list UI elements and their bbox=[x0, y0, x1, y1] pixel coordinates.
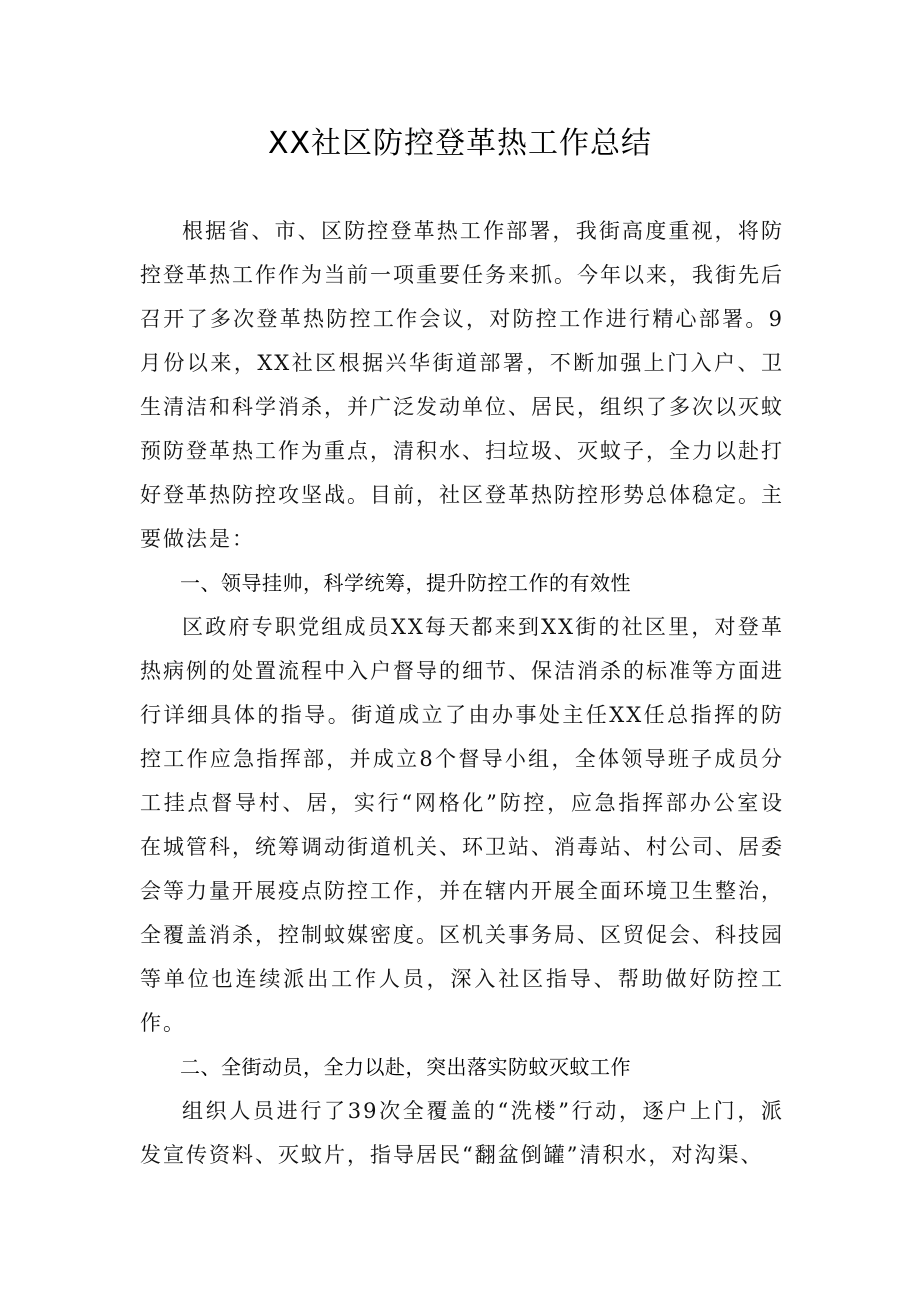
intro-paragraph: 根据省、市、区防控登革热工作部署，我街高度重视，将防控登革热工作作为当前一项重要任务来抓。今年以来，我街先后召开了多次登革热防控工作会议，对防控工作进行精心部署。9月份以来，XX社区根据兴华街道部署，不断加强上门入户、卫生清洁和科学消杀，并广泛发动单位、居民，组织了多次以灭蚊预防登革热工作为重点，清积水、扫垃圾、灭蚊子，全力以赴打好登革热防控攻坚战。目前，社区登革热防控形势总体稳定。主要做法是： bbox=[140, 219, 784, 551]
section-heading-1: 一、领导挂帅，科学统筹，提升防控工作的有效性 bbox=[180, 571, 631, 595]
section-1-paragraph: 区政府专职党组成员XX每天都来到XX街的社区里，对登革热病例的处置流程中入户督导的细节、保洁消杀的标准等方面进行详细具体的指导。街道成立了由办事处主任XX任总指挥的防控工作应急指挥部，并成立8个督导小组，全体领导班子成员分工挂点督导村、居，实行“网格化”防控，应急指挥部办公室设在城管科，统筹调动街道机关、环卫站、消毒站、村公司、居委会等力量开展疫点防控工作，并在辖内开展全面环境卫生整治，全覆盖消杀，控制蚊媒密度。区机关事务局、区贸促会、科技园等单位也连续派出工作人员，深入社区指导、帮助做好防控工作。 bbox=[140, 615, 784, 1035]
section-heading-2: 二、全街动员，全力以赴，突出落实防蚊灭蚊工作 bbox=[180, 1055, 631, 1079]
section-2-paragraph: 组织人员进行了39次全覆盖的“洗楼”行动，逐户上门，派发宣传资料、灭蚊片，指导居民“翻盆倒罐”清积水，对沟渠、 bbox=[140, 1099, 784, 1167]
document-title: XX社区防控登革热工作总结 bbox=[267, 126, 653, 161]
document-body bbox=[140, 209, 784, 1177]
